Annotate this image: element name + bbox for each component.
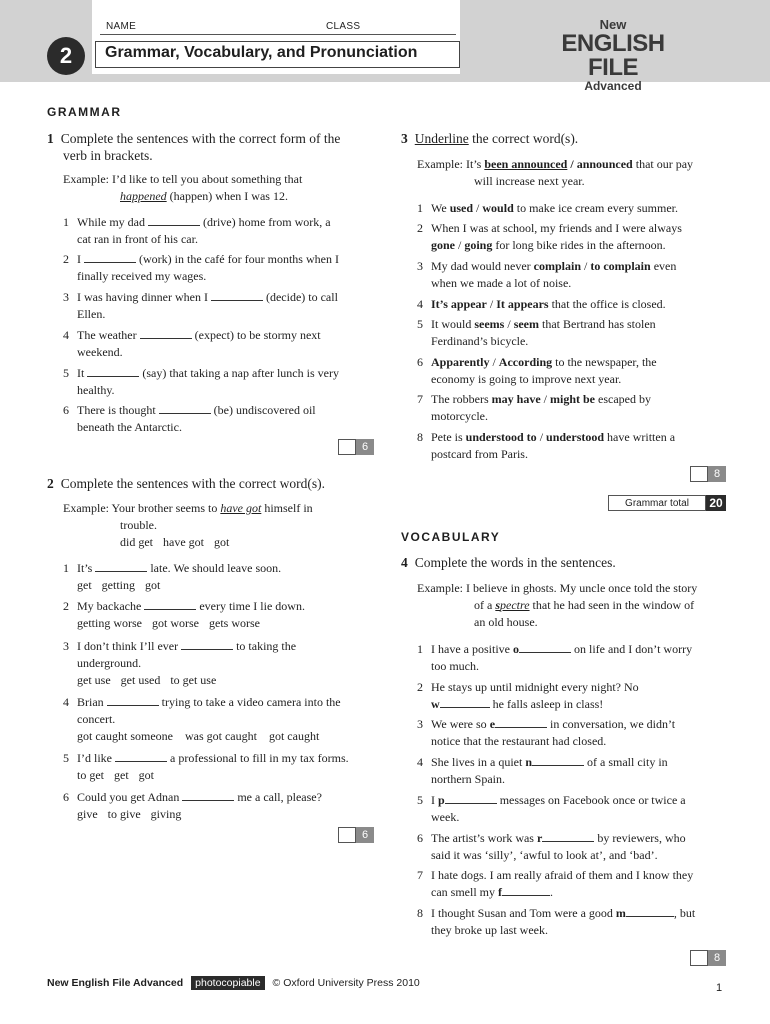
option-choice[interactable]: understood to bbox=[465, 430, 537, 444]
answer-blank[interactable] bbox=[445, 792, 497, 804]
q4-example: Example: I believe in ghosts. My uncle once told the story of a spectre that he had seen in the window of an old house. bbox=[417, 581, 698, 629]
answer-blank[interactable] bbox=[519, 641, 571, 653]
score-input[interactable] bbox=[690, 950, 708, 966]
q3-item-8: 8 Pete is understood to / understood have written a postcard from Paris. bbox=[417, 430, 676, 461]
q1-item-4: 4 The weather (expect) to be stormy next weekend. bbox=[63, 328, 321, 359]
q3-item-4: 4 It’s appear / It appears that the office is closed. bbox=[417, 297, 666, 311]
q1-instruction-l1: Complete the sentences with the correct form of the bbox=[60, 131, 341, 146]
answer-blank[interactable] bbox=[87, 365, 139, 377]
q2-item-2: 2 My backache every time I lie down. getting worse got worse gets worse bbox=[63, 599, 305, 630]
q4-number: 4 bbox=[401, 555, 408, 570]
q4-score-value: 8 bbox=[708, 950, 726, 966]
answer-blank[interactable] bbox=[181, 638, 233, 650]
unit-title: Grammar, Vocabulary, and Pronunciation bbox=[105, 44, 418, 61]
q1-number: 1 bbox=[47, 131, 54, 146]
option-choice[interactable]: understood bbox=[546, 430, 605, 444]
option-choice[interactable]: It’s appear bbox=[431, 297, 487, 311]
q1-item-6: 6 There is thought (be) undiscovered oil beneath the Antarctic. bbox=[63, 403, 316, 434]
option-choice[interactable]: going bbox=[464, 238, 493, 252]
answer-blank[interactable] bbox=[95, 560, 147, 572]
page-number: 1 bbox=[716, 982, 723, 994]
q2-item-1: 1 It’s late. We should leave soon. get getting got bbox=[63, 561, 282, 592]
q4-score bbox=[690, 950, 726, 966]
answer-blank[interactable] bbox=[211, 289, 263, 301]
option-choice[interactable]: Apparently bbox=[431, 355, 490, 369]
q1-instruction-l2: verb in brackets. bbox=[63, 148, 153, 163]
q4-item-4: 4 She lives in a quiet n of a small city in northern Spain. bbox=[417, 755, 668, 786]
q2-item-5: 5 I’d like a professional to fill in my tax forms. to get get got bbox=[63, 751, 349, 782]
option-choice[interactable]: seem bbox=[513, 317, 540, 331]
q2-example-options: did get have got got bbox=[120, 535, 230, 549]
q1-example-l2: (happen) when I was 12. bbox=[166, 189, 288, 203]
option-choice[interactable]: to complain bbox=[590, 259, 651, 273]
option-choice[interactable]: seems bbox=[474, 317, 505, 331]
q3-instruction: 3 Underline the correct word(s). bbox=[401, 131, 579, 146]
q2-number: 2 bbox=[47, 476, 54, 491]
option-choice[interactable]: It appears bbox=[496, 297, 549, 311]
q1-example-l1: I’d like to tell you about something that bbox=[111, 172, 303, 186]
q2-item-4-options: got caught someone was got caught got caught bbox=[77, 729, 320, 743]
q1-item-2: 2 I (work) in the café for four months when I finally received my wages. bbox=[63, 252, 339, 283]
option-choice[interactable]: complain bbox=[533, 259, 581, 273]
vocabulary-heading: VOCABULARY bbox=[401, 530, 501, 544]
q2-score-value: 6 bbox=[356, 827, 374, 843]
answer-blank[interactable] bbox=[440, 696, 490, 708]
option-choice[interactable]: would bbox=[482, 201, 514, 215]
answer-blank[interactable] bbox=[495, 716, 547, 728]
q3-item-2: 2 When I was at school, my friends and I were always gone / going for long bike rides in the afternoon. bbox=[417, 221, 682, 252]
q4-item-7: 7 I hate dogs. I am really afraid of them and I know they can smell my f . bbox=[417, 868, 694, 899]
q2-item-3: 3 I don’t think I’ll ever to taking the underground. get use get used to get use bbox=[63, 639, 297, 687]
q2-item-6-options: give to give giving bbox=[77, 807, 182, 821]
name-class-line bbox=[100, 34, 456, 35]
unit-number-badge: 2 bbox=[47, 37, 85, 75]
q2-item-1-options: get getting got bbox=[77, 578, 161, 592]
q2-item-5-options: to get get got bbox=[77, 768, 155, 782]
answer-blank[interactable] bbox=[115, 750, 167, 762]
q2-item-4: 4 Brian trying to take a video camera into the concert. got caught someone was got caught got caught bbox=[63, 695, 341, 743]
option-choice[interactable]: gone bbox=[431, 238, 455, 252]
option-choice[interactable]: might be bbox=[550, 392, 595, 406]
q1-score bbox=[338, 439, 374, 455]
q3-score bbox=[690, 466, 726, 482]
footer bbox=[47, 976, 420, 990]
answer-blank[interactable] bbox=[84, 251, 136, 263]
grammar-total bbox=[608, 495, 726, 511]
q4-item-6: 6 The artist’s work was r by reviewers, who said it was ‘silly’, ‘awful to look at’, and ‘bad’. bbox=[417, 831, 686, 862]
answer-blank[interactable] bbox=[502, 884, 550, 896]
q4-item-8: 8 I thought Susan and Tom were a good m , but they broke up last week. bbox=[417, 906, 696, 937]
q1-item-5: 5 It (say) that taking a nap after lunch is very healthy. bbox=[63, 366, 339, 397]
answer-blank[interactable] bbox=[107, 694, 159, 706]
grammar-total-label: Grammar total bbox=[608, 495, 706, 511]
q2-example: Example: Your brother seems to have got himself in trouble. did get have got got bbox=[63, 501, 313, 549]
q3-example: Example: It’s been announced / announced that our pay will increase next year. bbox=[417, 157, 694, 188]
q1-item-3: 3 I was having dinner when I (decide) to call Ellen. bbox=[63, 290, 338, 321]
name-label: NAME bbox=[106, 21, 137, 32]
score-input[interactable] bbox=[338, 439, 356, 455]
logo bbox=[538, 18, 688, 93]
footer-copyright: © Oxford University Press 2010 bbox=[272, 977, 420, 989]
q4-item-5: 5 I p messages on Facebook once or twice a week. bbox=[417, 793, 686, 824]
answer-blank[interactable] bbox=[159, 402, 211, 414]
q4-instruction: 4 Complete the words in the sentences. bbox=[401, 555, 616, 570]
q1-example bbox=[63, 171, 383, 205]
q2-item-6: 6 Could you get Adnan me a call, please? give to give giving bbox=[63, 790, 322, 821]
q1-score-value: 6 bbox=[356, 439, 374, 455]
q3-item-7: 7 The robbers may have / might be escaped by motorcycle. bbox=[417, 392, 651, 423]
logo-level: Advanced bbox=[584, 79, 642, 93]
q1-instruction bbox=[47, 130, 377, 164]
q2-instruction: 2 Complete the sentences with the correct word(s). bbox=[47, 476, 326, 491]
score-input[interactable] bbox=[338, 827, 356, 843]
q4-item-3: 3 We were so e in conversation, we didn’t notice that the restaurant had closed. bbox=[417, 717, 676, 748]
q4-example-answer: spectre bbox=[495, 598, 530, 612]
option-choice[interactable]: According bbox=[498, 355, 553, 369]
q1-example-answer: happened bbox=[120, 189, 167, 203]
answer-blank[interactable] bbox=[626, 905, 674, 917]
photocopiable-badge: photocopiable bbox=[191, 976, 264, 990]
footer-book: New English File Advanced bbox=[47, 977, 184, 989]
logo-title: ENGLISH FILE bbox=[561, 30, 665, 81]
q4-item-2: 2 He stays up until midnight every night? No w he falls asleep in class! bbox=[417, 680, 639, 711]
answer-blank[interactable] bbox=[532, 754, 584, 766]
answer-blank[interactable] bbox=[182, 789, 234, 801]
q3-score-value: 8 bbox=[708, 466, 726, 482]
q2-score bbox=[338, 827, 374, 843]
q1-item-1: 1 While my dad (drive) home from work, a cat ran in front of his car. bbox=[63, 215, 331, 246]
answer-blank[interactable] bbox=[140, 327, 192, 339]
answer-blank[interactable] bbox=[148, 214, 200, 226]
logo-new: New bbox=[599, 17, 627, 32]
q2-example-answer: have got bbox=[220, 501, 262, 515]
q2-item-2-options: getting worse got worse gets worse bbox=[77, 616, 260, 630]
q3-item-1: 1 We used / would to make ice cream every summer. bbox=[417, 201, 679, 215]
q3-number: 3 bbox=[401, 131, 408, 146]
q1-example-label: Example: bbox=[63, 172, 109, 186]
q3-item-3: 3 My dad would never complain / to complain even when we made a lot of noise. bbox=[417, 259, 677, 290]
q3-example-answer: been announced bbox=[484, 157, 568, 171]
class-label: CLASS bbox=[326, 21, 361, 32]
q3-item-6: 6 Apparently / According to the newspaper, the economy is going to improve next year. bbox=[417, 355, 657, 386]
score-input[interactable] bbox=[690, 466, 708, 482]
q4-item-1: 1 I have a positive o on life and I don’t worry too much. bbox=[417, 642, 693, 673]
option-choice[interactable]: used bbox=[449, 201, 474, 215]
grammar-total-value: 20 bbox=[706, 495, 726, 511]
option-choice[interactable]: may have bbox=[491, 392, 541, 406]
answer-blank[interactable] bbox=[144, 598, 196, 610]
answer-blank[interactable] bbox=[542, 830, 594, 842]
grammar-heading: GRAMMAR bbox=[47, 105, 122, 119]
q2-item-3-options: get use get used to get use bbox=[77, 673, 217, 687]
q3-item-5: 5 It would seems / seem that Bertrand has stolen Ferdinand’s bicycle. bbox=[417, 317, 656, 348]
